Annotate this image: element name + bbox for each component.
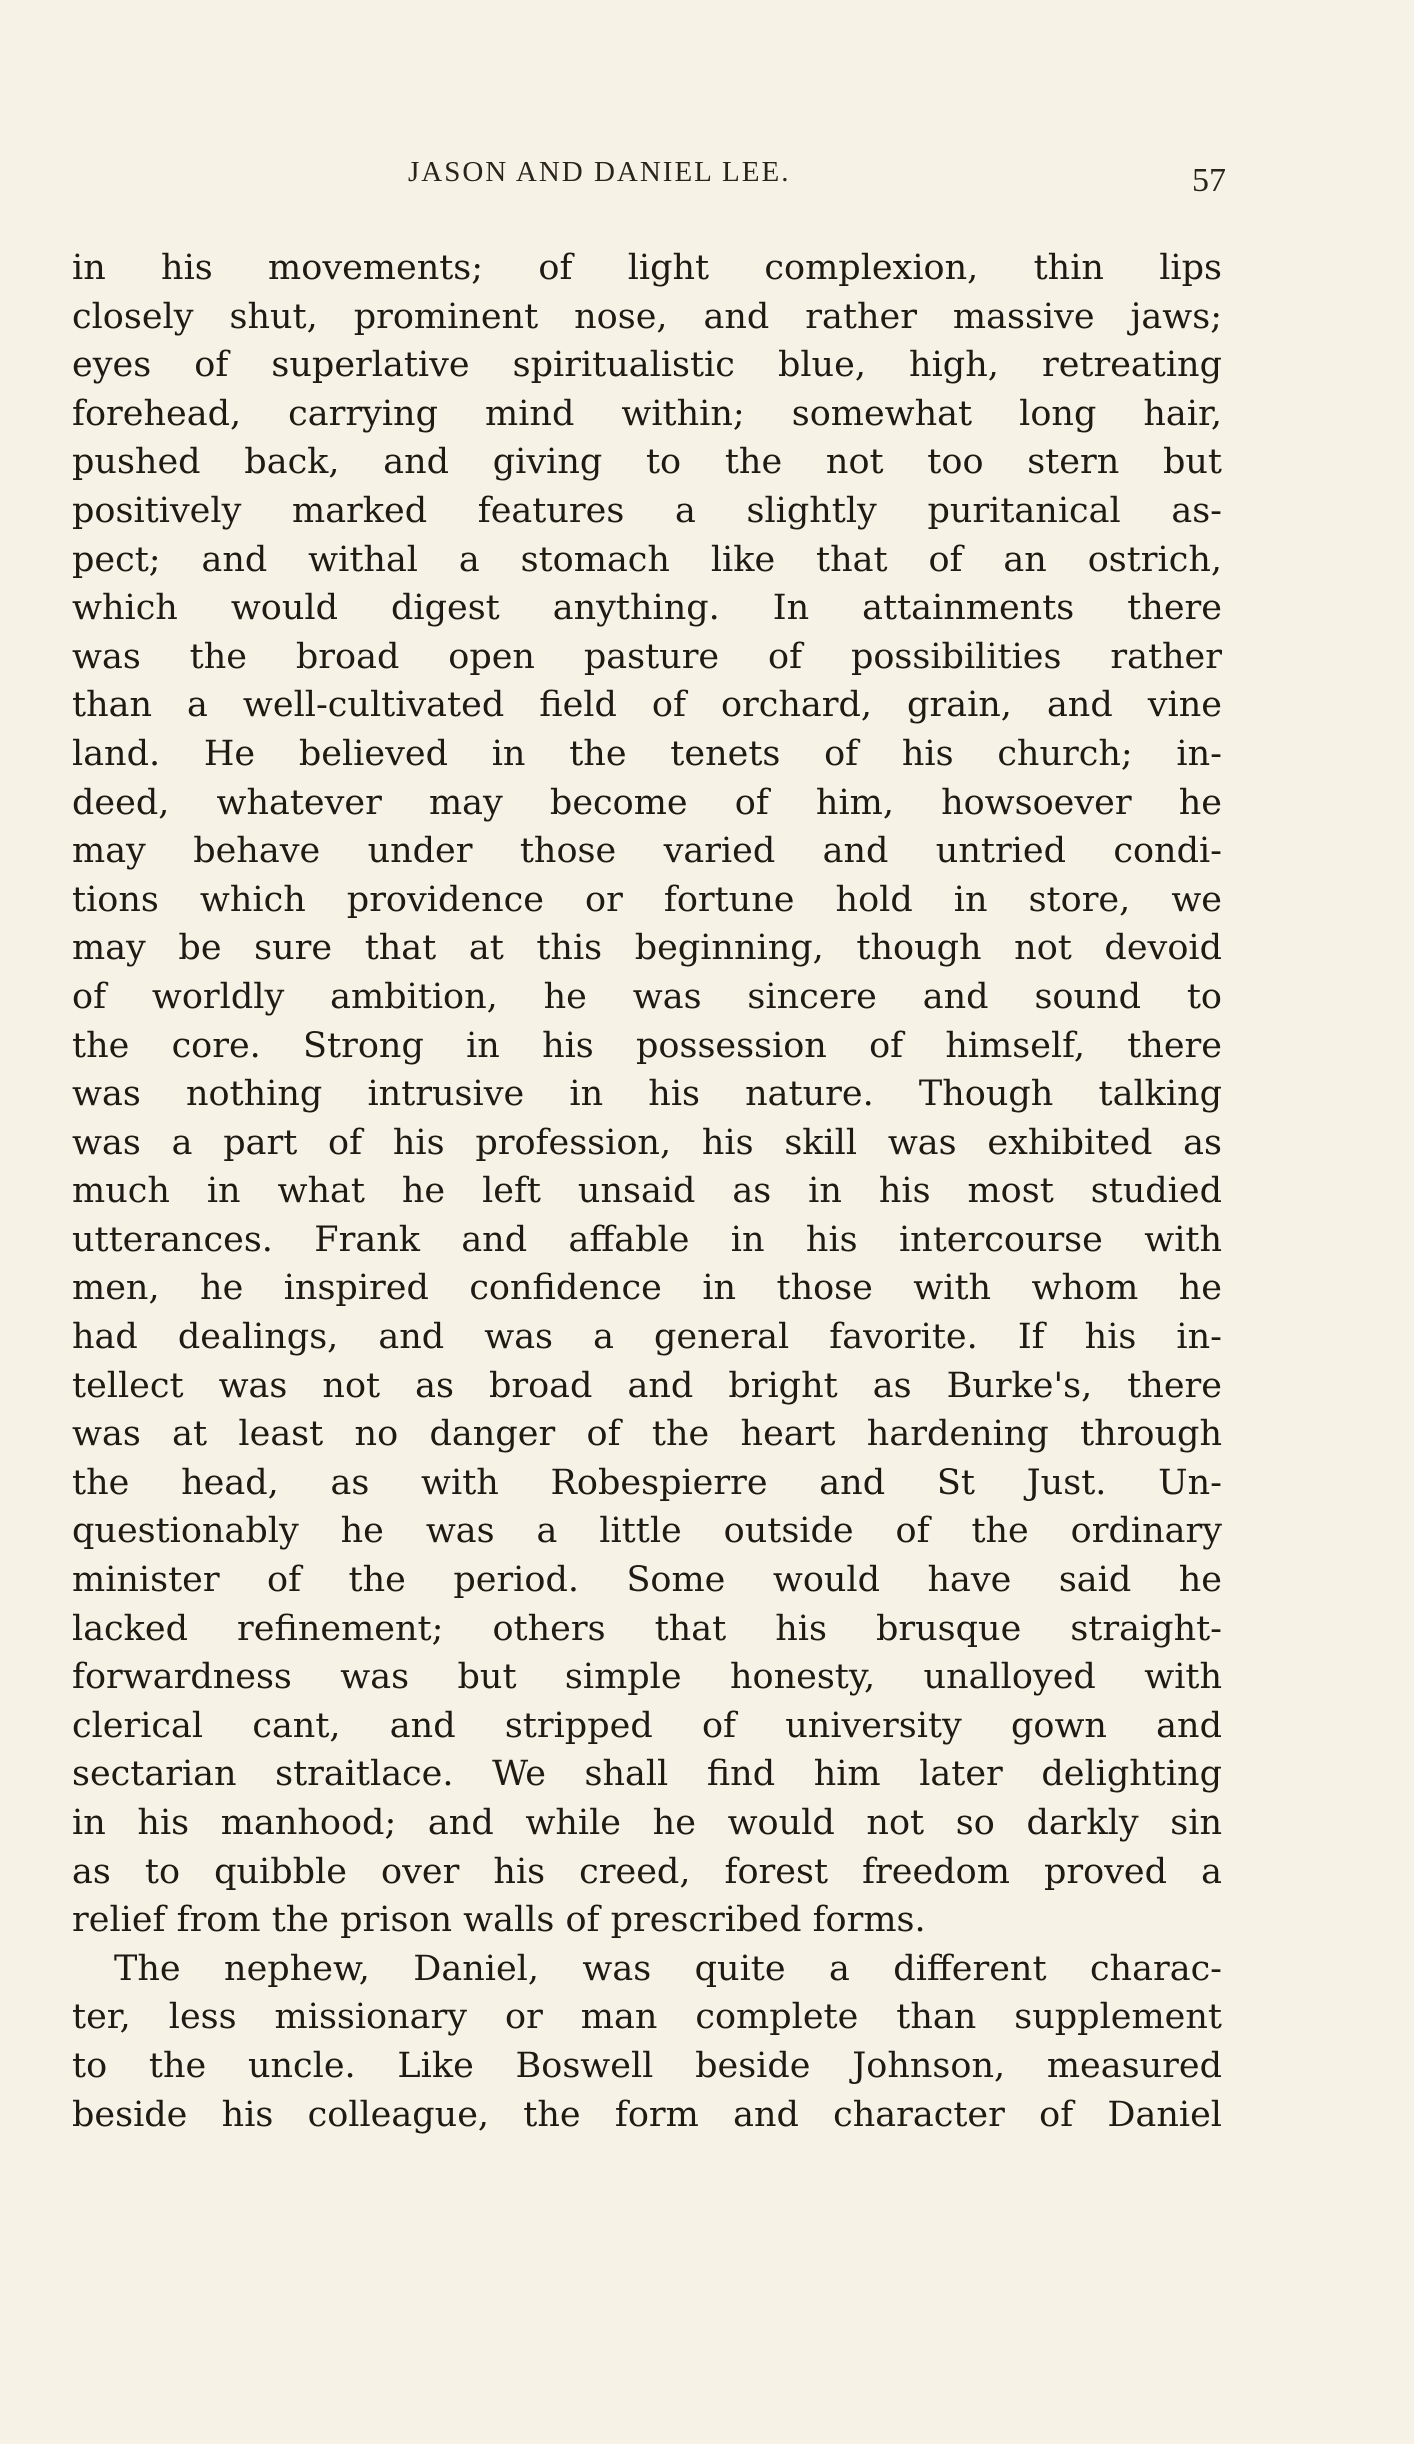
text-line: than a well-cultivated field of orchard, grain, and vine bbox=[72, 685, 1222, 726]
text-line: had dealings, and was a general favorite. If his in- bbox=[72, 1317, 1222, 1358]
text-line: may behave under those varied and untried condi- bbox=[72, 831, 1222, 872]
body-text bbox=[72, 244, 1222, 2139]
text-line: the head, as with Robespierre and St Just. Un- bbox=[72, 1462, 1222, 1503]
text-line: was nothing intrusive in his nature. Though talking bbox=[72, 1074, 1222, 1115]
text-line: minister of the period. Some would have said he bbox=[72, 1560, 1222, 1601]
text-line: closely shut, prominent nose, and rather massive jaws; bbox=[72, 296, 1222, 337]
text-line: ter, less missionary or man complete than supplement bbox=[72, 1997, 1222, 2038]
text-line: was the broad open pasture of possibilities rather bbox=[72, 636, 1222, 677]
text-line: of worldly ambition, he was sincere and sound to bbox=[72, 976, 1222, 1017]
running-header bbox=[0, 148, 1414, 208]
text-line: much in what he left unsaid as in his most studied bbox=[72, 1171, 1222, 1212]
text-line: lacked refinement; others that his brusque straight- bbox=[72, 1608, 1222, 1649]
text-line: as to quibble over his creed, forest freedom proved a bbox=[72, 1851, 1222, 1892]
text-line: relief from the prison walls of prescribed forms. bbox=[72, 1900, 926, 1941]
text-line: forwardness was but simple honesty, unalloyed with bbox=[72, 1657, 1222, 1698]
text-line: forehead, carrying mind within; somewhat long hair, bbox=[72, 393, 1222, 434]
text-line: beside his colleague, the form and character of Daniel bbox=[72, 2094, 1222, 2135]
text-line: utterances. Frank and affable in his intercourse with bbox=[72, 1219, 1222, 1260]
text-line: in his manhood; and while he would not so darkly sin bbox=[72, 1803, 1222, 1843]
text-line: to the uncle. Like Boswell beside Johnson, measured bbox=[72, 2045, 1222, 2086]
text-line: men, he inspired confidence in those with whom he bbox=[72, 1268, 1222, 1309]
text-line: in his movements; of light complexion, thin lips bbox=[72, 248, 1222, 288]
text-line: was a part of his profession, his skill was exhibited as bbox=[72, 1122, 1222, 1163]
text-line: eyes of superlative spiritualistic blue, high, retreating bbox=[72, 345, 1222, 386]
text-line: was at least no danger of the heart hardening through bbox=[72, 1414, 1222, 1455]
text-line: pect; and withal a stomach like that of an ostrich, bbox=[72, 539, 1222, 580]
page-number: 57 bbox=[1192, 162, 1226, 199]
text-line: which would digest anything. In attainments there bbox=[72, 588, 1222, 629]
running-title: JASON AND DANIEL LEE. bbox=[408, 156, 791, 188]
text-line: the core. Strong in his possession of himself, there bbox=[72, 1025, 1222, 1066]
text-line: clerical cant, and stripped of university gown and bbox=[72, 1705, 1222, 1746]
text-line: The nephew, Daniel, was quite a different charac- bbox=[114, 1948, 1222, 1989]
text-line: tellect was not as broad and bright as Burke's, there bbox=[72, 1365, 1222, 1406]
text-line: sectarian straitlace. We shall find him later delighting bbox=[72, 1754, 1222, 1795]
text-line: tions which providence or fortune hold in store, we bbox=[72, 879, 1222, 920]
text-line: deed, whatever may become of him, howsoever he bbox=[72, 782, 1222, 823]
text-line: questionably he was a little outside of the ordinary bbox=[72, 1511, 1222, 1552]
text-line: may be sure that at this beginning, though not devoid bbox=[72, 928, 1222, 969]
text-line: land. He believed in the tenets of his church; in- bbox=[72, 733, 1222, 774]
text-line: positively marked features a slightly puritanical as- bbox=[72, 490, 1222, 531]
text-line: pushed back, and giving to the not too stern but bbox=[72, 442, 1222, 483]
